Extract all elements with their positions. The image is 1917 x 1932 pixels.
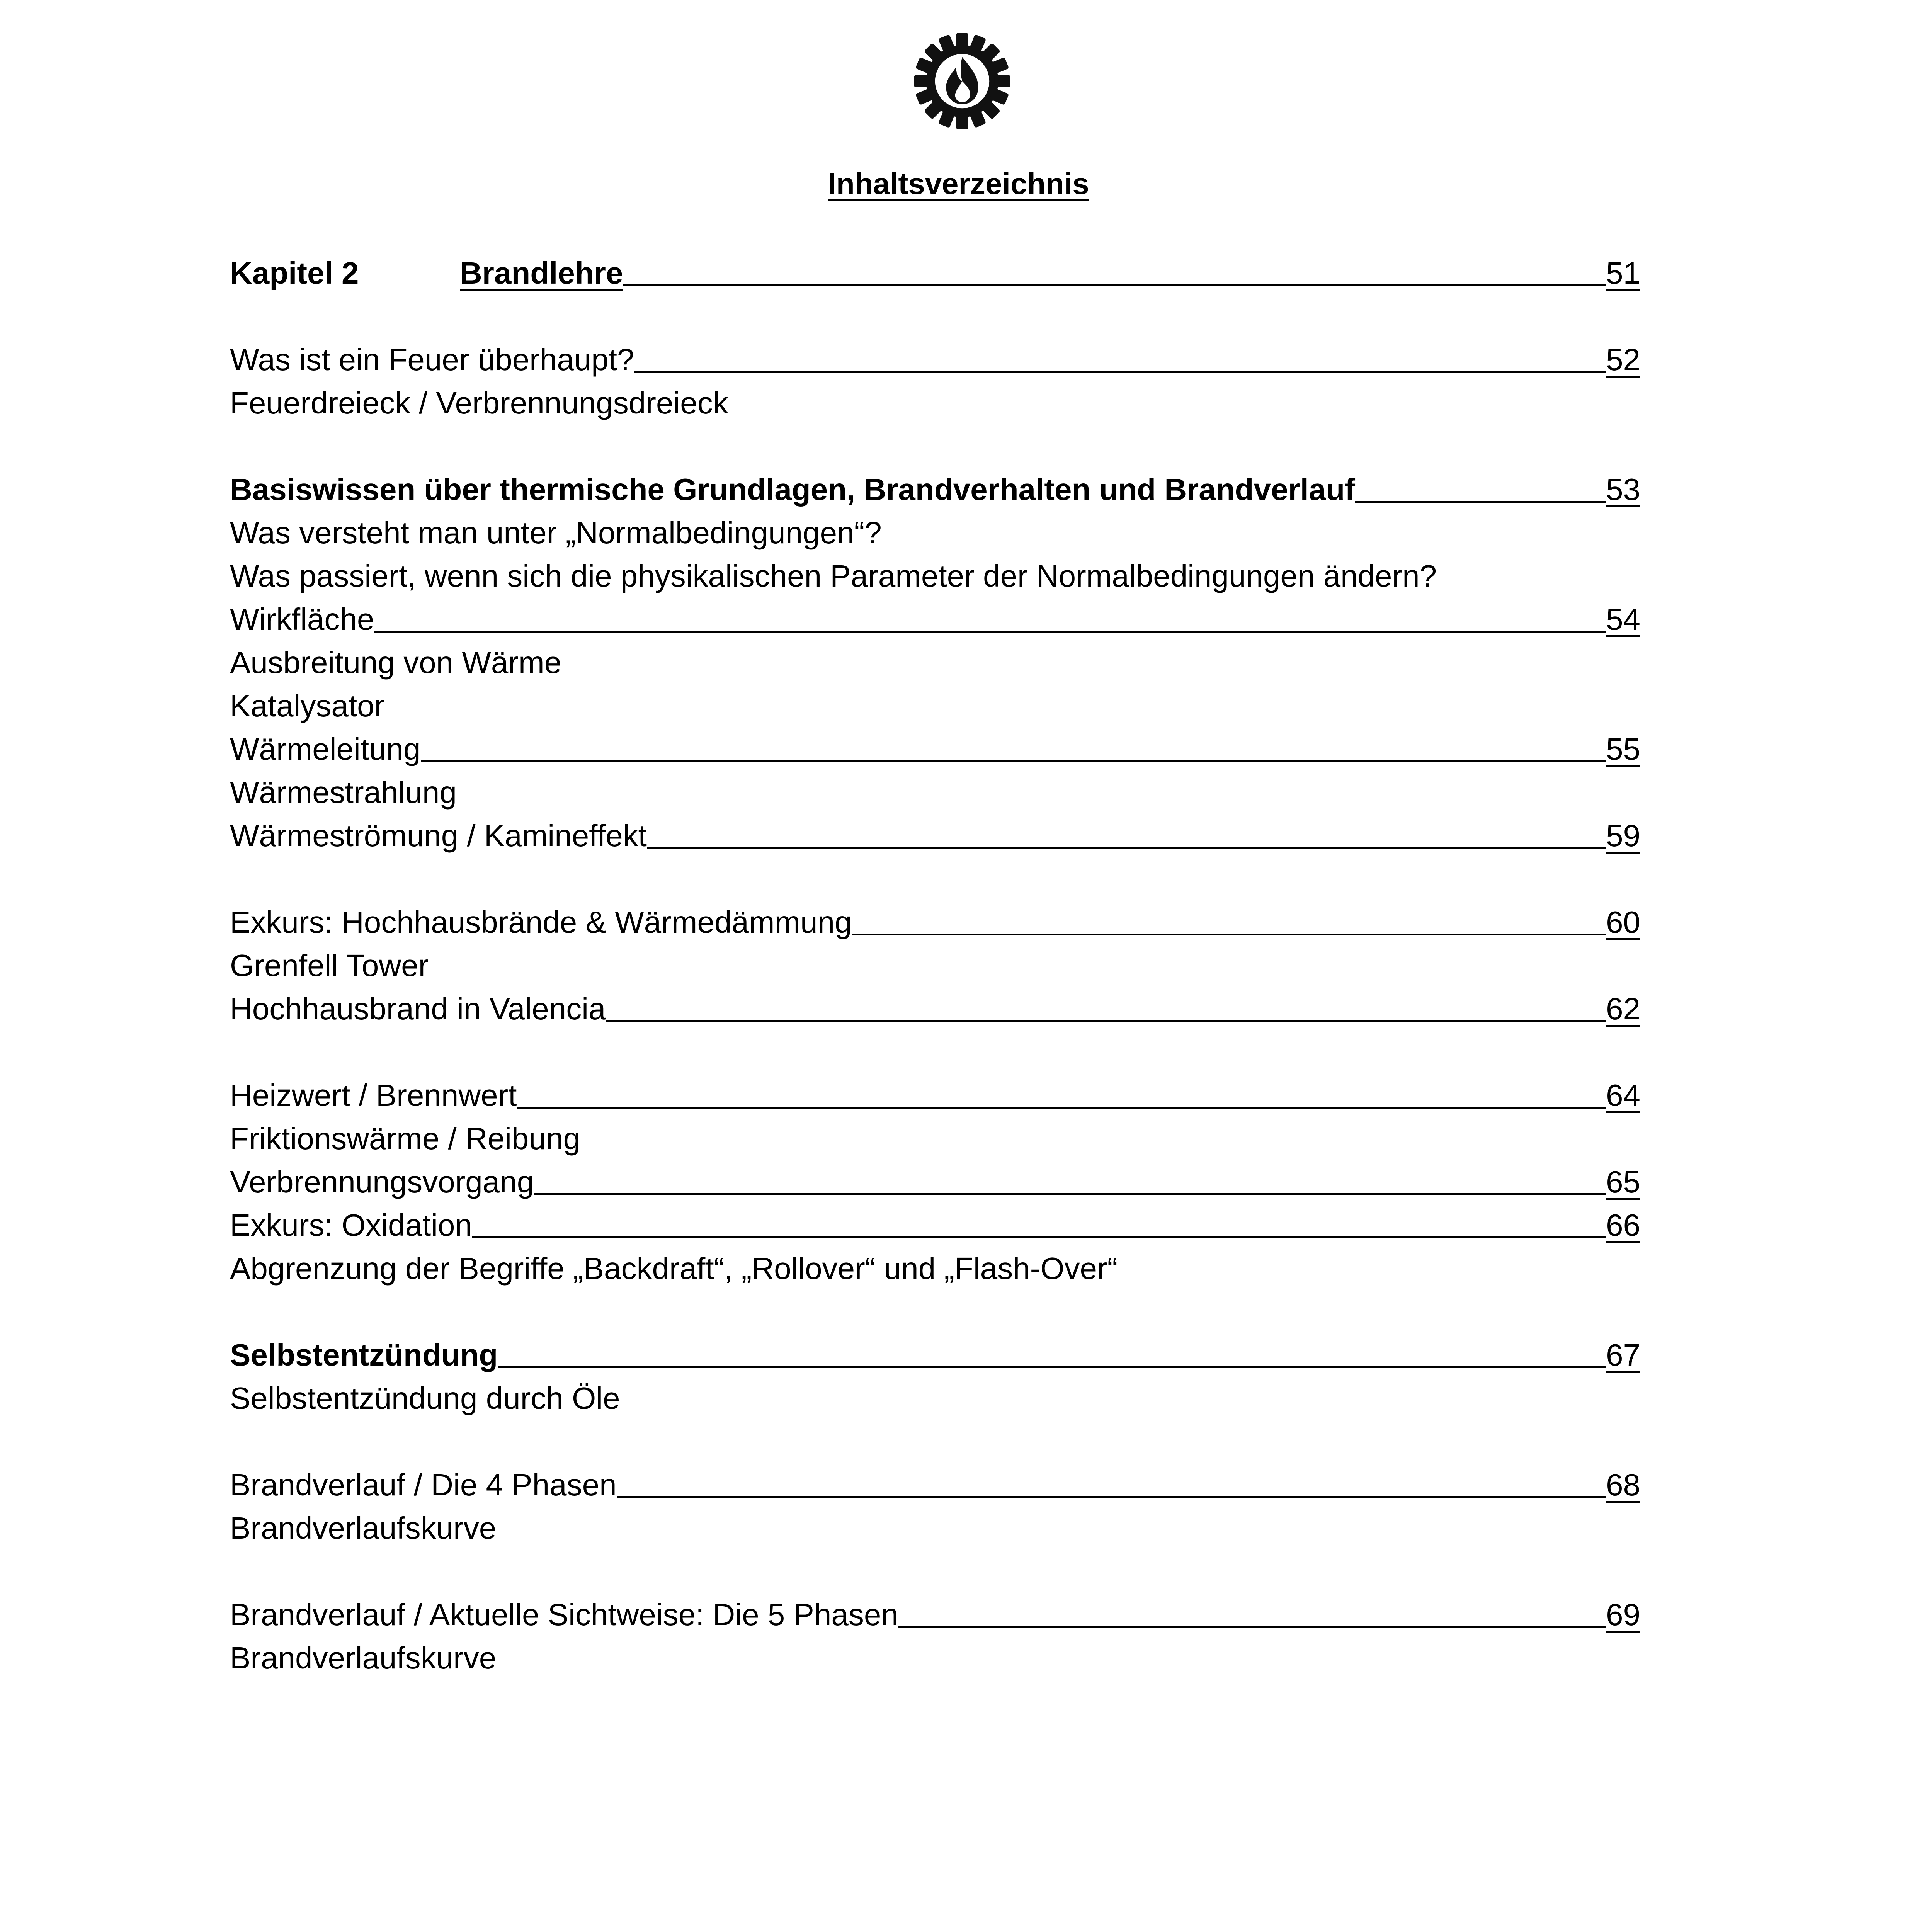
page-number: 65	[1606, 1165, 1640, 1199]
toc-entry-text: Grenfell Tower	[230, 948, 429, 983]
toc-entry	[230, 1461, 1640, 1504]
toc-entry-text: Selbstentzündung	[230, 1338, 498, 1372]
toc-entry-text: Brandverlaufskurve	[230, 1511, 497, 1545]
toc-entry	[230, 639, 1640, 682]
toc-entry-text: Was ist ein Feuer überhaupt?	[230, 342, 634, 377]
page-number: 54	[1606, 602, 1640, 636]
dotted-leader	[517, 1107, 1606, 1109]
dotted-leader	[1355, 501, 1606, 503]
dotted-leader	[472, 1236, 1606, 1238]
chapter-title: Brandlehre	[460, 256, 623, 290]
page-number: 62	[1606, 992, 1640, 1026]
page-number: 66	[1606, 1208, 1640, 1242]
toc-entry	[230, 1245, 1640, 1288]
toc-entry	[230, 725, 1640, 769]
chapter-number: Kapitel 2	[230, 256, 359, 290]
page-number: 67	[1606, 1338, 1640, 1372]
toc-entry	[230, 379, 1640, 422]
dotted-leader	[634, 371, 1606, 373]
toc-entry	[230, 509, 1640, 552]
toc-entry	[230, 1331, 1640, 1374]
dotted-leader	[534, 1193, 1606, 1195]
toc-entry	[230, 1591, 1640, 1634]
toc-entry	[230, 1071, 1640, 1115]
page-number: 52	[1606, 342, 1640, 377]
toc-entry-text: Wärmeströmung / Kamineffekt	[230, 818, 647, 853]
page-number: 60	[1606, 905, 1640, 939]
toc-entry	[230, 985, 1640, 1028]
toc-entry	[230, 1115, 1640, 1158]
toc-entry	[230, 466, 1640, 509]
toc-entry-text: Basiswissen über thermische Grundlagen, Brandverhalten und Brandverlauf	[230, 472, 1355, 507]
toc-entry-text: Wirkfläche	[230, 602, 374, 636]
toc-entry-text: Friktionswärme / Reibung	[230, 1121, 580, 1156]
dotted-leader	[617, 1496, 1606, 1498]
dotted-leader	[898, 1626, 1606, 1628]
toc-entry	[230, 769, 1640, 812]
toc-title: Inhaltsverzeichnis	[828, 167, 1089, 201]
toc-entry	[230, 336, 1640, 379]
toc-entry-text: Verbrennungsvorgang	[230, 1165, 534, 1199]
toc-entry	[230, 682, 1640, 725]
toc-entry	[230, 595, 1640, 639]
toc-entry-text: Was passiert, wenn sich die physikalischen Parameter der Normalbedingungen ändern?	[230, 559, 1437, 593]
dotted-leader	[421, 760, 1606, 762]
table-of-contents	[230, 249, 1640, 1677]
dotted-leader	[606, 1020, 1606, 1022]
toc-entry-text: Was versteht man unter „Normalbedingungen“?	[230, 515, 882, 550]
toc-entry	[230, 812, 1640, 855]
page-number: 55	[1606, 732, 1640, 766]
page-number: 53	[1606, 472, 1640, 507]
dotted-leader	[498, 1366, 1606, 1368]
toc-entry	[230, 1634, 1640, 1677]
toc-entry-text: Heizwert / Brennwert	[230, 1078, 517, 1112]
page-number: 68	[1606, 1468, 1640, 1502]
toc-entry	[230, 1374, 1640, 1418]
toc-chapter-row	[230, 249, 1640, 293]
page-number: 59	[1606, 818, 1640, 853]
toc-entry-text: Feuerdreieck / Verbrennungsdreieck	[230, 386, 728, 420]
dotted-leader	[647, 847, 1606, 849]
toc-entry-text: Ausbreitung von Wärme	[230, 645, 562, 680]
page-number: 51	[1606, 256, 1640, 290]
toc-entry-text: Selbstentzündung durch Öle	[230, 1381, 620, 1415]
dotted-leader	[374, 631, 1606, 633]
page-number: 69	[1606, 1597, 1640, 1632]
toc-entry	[230, 1158, 1640, 1201]
toc-chapter-heading	[230, 254, 623, 293]
toc-entry	[230, 942, 1640, 985]
toc-entry-text: Exkurs: Oxidation	[230, 1208, 472, 1242]
toc-entry-text: Exkurs: Hochhausbrände & Wärmedämmung	[230, 905, 852, 939]
toc-entry-text: Hochhausbrand in Valencia	[230, 992, 606, 1026]
toc-entry	[230, 552, 1640, 595]
toc-entry-text: Brandverlaufskurve	[230, 1641, 497, 1675]
dotted-leader	[852, 934, 1606, 935]
page-number: 64	[1606, 1078, 1640, 1112]
toc-entry-text: Brandverlauf / Aktuelle Sichtweise: Die 5 Phasen	[230, 1597, 898, 1632]
dotted-leader	[623, 284, 1606, 286]
toc-entry-text: Wärmestrahlung	[230, 775, 457, 810]
toc-entry	[230, 1504, 1640, 1548]
toc-entry	[230, 1201, 1640, 1245]
toc-entry-text: Abgrenzung der Begriffe „Backdraft“, „Rollover“ und „Flash-Over“	[230, 1251, 1118, 1286]
toc-entry	[230, 898, 1640, 942]
gear-flame-icon	[912, 31, 1012, 131]
toc-entry-text: Wärmeleitung	[230, 732, 421, 766]
toc-entry-text: Katalysator	[230, 689, 385, 723]
toc-entry-text: Brandverlauf / Die 4 Phasen	[230, 1468, 617, 1502]
